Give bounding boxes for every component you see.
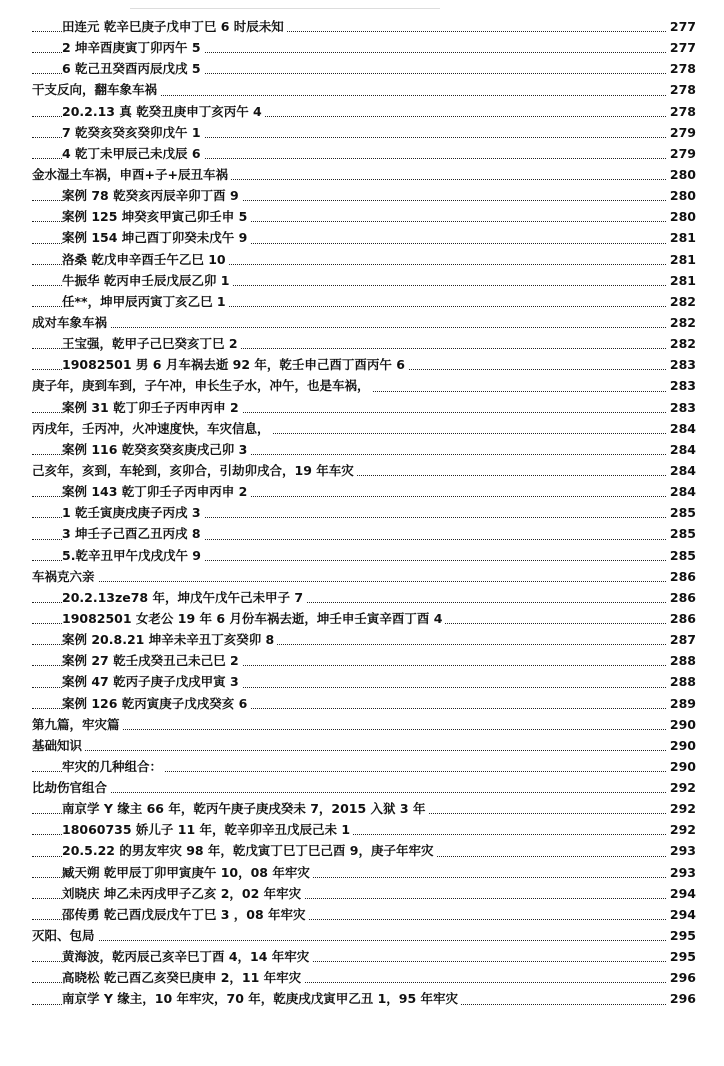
toc-subentry[interactable] — [32, 608, 696, 629]
toc-page-number: 286 — [668, 608, 696, 629]
toc-entry-title: 5.乾辛丑甲午戊戌戊午 9 — [62, 545, 204, 566]
toc-page-number: 278 — [668, 58, 696, 79]
toc-page-number: 289 — [668, 693, 696, 714]
toc-entry-title: 刘晓庆 坤乙未丙戌甲子乙亥 2，02 年牢灾 — [62, 883, 304, 904]
toc-page-number: 290 — [668, 714, 696, 735]
toc-subentry[interactable] — [32, 883, 696, 904]
toc-subentry[interactable] — [32, 397, 696, 418]
toc-entry-title: 邵传勇 乾己酉戊辰戊午丁巳 3 ，08 年牢灾 — [62, 904, 309, 925]
toc-subentry[interactable] — [32, 333, 696, 354]
toc-page-number: 293 — [668, 862, 696, 883]
toc-subentry[interactable] — [32, 587, 696, 608]
toc-page-number: 277 — [668, 16, 696, 37]
header-divider — [130, 8, 440, 9]
toc-subentry[interactable] — [32, 439, 696, 460]
toc-page-number: 278 — [668, 79, 696, 100]
toc-page-number: 290 — [668, 756, 696, 777]
toc-subentry[interactable] — [32, 840, 696, 861]
toc-entry-title: 己亥年，亥到，车轮到，亥卯合，引劫卯戌合，19 年车灾 — [32, 460, 357, 481]
toc-entry-title: 比劫伤官组合 — [32, 777, 110, 798]
toc-entry-title: 金水湿土车祸，申酉+子+辰丑车祸 — [32, 164, 231, 185]
toc-entry-title: 20.5.22 的男友牢灾 98 年，乾戊寅丁巳丁巳己酉 9，庚子年牢灾 — [62, 840, 437, 861]
toc-subentry[interactable] — [32, 523, 696, 544]
toc-page-number: 279 — [668, 143, 696, 164]
toc-subentry[interactable] — [32, 862, 696, 883]
toc-page-number: 288 — [668, 671, 696, 692]
toc-page-number: 286 — [668, 566, 696, 587]
toc-page-number: 279 — [668, 122, 696, 143]
toc-subentry[interactable] — [32, 693, 696, 714]
toc-entry-title: 19082501 男 6 月车祸去逝 92 年，乾壬申己酉丁酉丙午 6 — [62, 354, 408, 375]
toc-section-entry[interactable] — [32, 79, 696, 100]
toc-subentry[interactable] — [32, 904, 696, 925]
toc-subentry[interactable] — [32, 37, 696, 58]
toc-page-number: 285 — [668, 523, 696, 544]
toc-entry-title: 洛桑 乾戊申辛酉壬午乙巳 10 — [62, 249, 229, 270]
toc-entry-title: 案例 27 乾壬戌癸丑己未己巳 2 — [62, 650, 242, 671]
toc-subentry[interactable] — [32, 502, 696, 523]
toc-entry-title: 案例 125 坤癸亥甲寅己卯壬申 5 — [62, 206, 250, 227]
toc-subentry[interactable] — [32, 270, 696, 291]
toc-entry-title: 牢灾的几种组合： — [62, 756, 165, 777]
toc-subentry[interactable] — [32, 798, 696, 819]
toc-subentry[interactable] — [32, 481, 696, 502]
toc-page-number: 285 — [668, 545, 696, 566]
toc-subentry[interactable] — [32, 16, 696, 37]
toc-entry-title: 第九篇，牢灾篇 — [32, 714, 123, 735]
dot-leader — [32, 729, 666, 730]
toc-subentry[interactable] — [32, 143, 696, 164]
toc-entry-title: 案例 20.8.21 坤辛未辛丑丁亥癸卯 8 — [62, 629, 277, 650]
toc-page-number: 286 — [668, 587, 696, 608]
toc-entry-title: 案例 47 乾丙子庚子戊戌甲寅 3 — [62, 671, 242, 692]
toc-subentry[interactable] — [32, 756, 696, 777]
toc-entry-title: 19082501 女老公 19 年 6 月份车祸去逝，坤壬申壬寅辛酉丁酉 4 — [62, 608, 445, 629]
toc-entry-title: 案例 78 乾癸亥丙辰辛卯丁酉 9 — [62, 185, 242, 206]
toc-section-entry[interactable] — [32, 460, 696, 481]
toc-page-number: 283 — [668, 375, 696, 396]
toc-subentry[interactable] — [32, 291, 696, 312]
toc-subentry[interactable] — [32, 967, 696, 988]
toc-page-number: 283 — [668, 354, 696, 375]
toc-page-number: 280 — [668, 185, 696, 206]
toc-section-entry[interactable] — [32, 777, 696, 798]
toc-page-number: 283 — [668, 397, 696, 418]
toc-entry-title: 2 坤辛酉庚寅丁卯丙午 5 — [62, 37, 204, 58]
toc-entry-title: 臧天朔 乾甲辰丁卯甲寅庚午 10，08 年牢灾 — [62, 862, 313, 883]
toc-page-number: 284 — [668, 460, 696, 481]
toc-page-number: 281 — [668, 227, 696, 248]
toc-entry-title: 7 乾癸亥癸亥癸卯戊午 1 — [62, 122, 204, 143]
toc-section-entry[interactable] — [32, 566, 696, 587]
toc-entry-title: 南京学 Y 缘主 66 年，乾丙午庚子庚戌癸未 7，2015 入狱 3 年 — [62, 798, 428, 819]
toc-page-number: 288 — [668, 650, 696, 671]
toc-page-number: 281 — [668, 270, 696, 291]
toc-subentry[interactable] — [32, 101, 696, 122]
dot-leader — [32, 792, 666, 793]
toc-entry-title: 成对车象车祸 — [32, 312, 110, 333]
toc-entry-title: 牛振华 乾丙申壬辰戊辰乙卯 1 — [62, 270, 232, 291]
toc-entry-title: 案例 31 乾丁卯壬子丙申丙申 2 — [62, 397, 242, 418]
toc-entry-title: 南京学 Y 缘主，10 年牢灾，70 年，乾庚戌戊寅甲乙丑 1，95 年牢灾 — [62, 988, 461, 1009]
toc-page-number: 293 — [668, 840, 696, 861]
toc-page-number: 295 — [668, 946, 696, 967]
toc-entry-title: 3 坤壬子己酉乙丑丙戌 8 — [62, 523, 204, 544]
toc-page-number: 284 — [668, 481, 696, 502]
dot-leader — [32, 750, 666, 751]
dot-leader — [32, 327, 666, 328]
toc-section-entry[interactable] — [32, 735, 696, 756]
toc-page-number: 294 — [668, 883, 696, 904]
toc-subentry[interactable] — [32, 185, 696, 206]
toc-entry-title: 案例 126 乾丙寅庚子戊戌癸亥 6 — [62, 693, 250, 714]
toc-subentry[interactable] — [32, 58, 696, 79]
toc-entry-title: 黄海波，乾丙辰己亥辛巳丁酉 4，14 年牢灾 — [62, 946, 312, 967]
toc-entry-title: 案例 116 乾癸亥癸亥庚戌己卯 3 — [62, 439, 250, 460]
toc-subentry[interactable] — [32, 946, 696, 967]
toc-entry-title: 灭阳、包局 — [32, 925, 98, 946]
toc-section-entry[interactable] — [32, 312, 696, 333]
toc-entry-title: 20.2.13ze78 年，坤戊午戊午己未甲子 7 — [62, 587, 306, 608]
toc-page-number: 282 — [668, 291, 696, 312]
toc-subentry[interactable] — [32, 354, 696, 375]
toc-section-entry[interactable] — [32, 375, 696, 396]
toc-entry-title: 案例 143 乾丁卯壬子丙申丙申 2 — [62, 481, 250, 502]
toc-page-number: 292 — [668, 777, 696, 798]
toc-page-number: 296 — [668, 988, 696, 1009]
toc-page-number: 284 — [668, 439, 696, 460]
toc-entry-title: 任**，坤甲辰丙寅丁亥乙巳 1 — [62, 291, 229, 312]
toc-entry-title: 4 乾丁未甲辰己未戊辰 6 — [62, 143, 204, 164]
toc-subentry[interactable] — [32, 819, 696, 840]
toc-page-number: 296 — [668, 967, 696, 988]
toc-subentry[interactable] — [32, 249, 696, 270]
dot-leader — [32, 581, 666, 582]
toc-entry-title: 高晓松 乾己酉乙亥癸巳庚申 2，11 年牢灾 — [62, 967, 304, 988]
toc-page-number: 280 — [668, 164, 696, 185]
toc-page-number: 290 — [668, 735, 696, 756]
toc-page-number: 281 — [668, 249, 696, 270]
toc-section-entry[interactable] — [32, 714, 696, 735]
toc-entry-title: 干支反向，翻车象车祸 — [32, 79, 160, 100]
toc-page-number: 292 — [668, 798, 696, 819]
toc-section-entry[interactable] — [32, 418, 696, 439]
toc-subentry[interactable] — [32, 629, 696, 650]
toc-page-number: 295 — [668, 925, 696, 946]
toc-subentry[interactable] — [32, 650, 696, 671]
toc-entry-title: 1 乾壬寅庚戌庚子丙戌 3 — [62, 502, 204, 523]
toc-page-number: 278 — [668, 101, 696, 122]
toc-entry-title: 田连元 乾辛巳庚子戊申丁巳 6 时辰未知 — [62, 16, 287, 37]
toc-subentry[interactable] — [32, 988, 696, 1009]
toc-subentry[interactable] — [32, 545, 696, 566]
table-of-contents — [32, 16, 696, 1010]
toc-page-number: 292 — [668, 819, 696, 840]
toc-entry-title: 丙戌年，壬丙冲，火冲速度快，车灾信息， — [32, 418, 273, 439]
toc-entry-title: 王宝强，乾甲子己巳癸亥丁巳 2 — [62, 333, 241, 354]
toc-page-number: 285 — [668, 502, 696, 523]
toc-subentry[interactable] — [32, 227, 696, 248]
toc-page-number: 280 — [668, 206, 696, 227]
toc-subentry[interactable] — [32, 671, 696, 692]
toc-page-number: 282 — [668, 333, 696, 354]
toc-entry-title: 基础知识 — [32, 735, 85, 756]
toc-entry-title: 20.2.13 真 乾癸丑庚申丁亥丙午 4 — [62, 101, 265, 122]
toc-entry-title: 案例 154 坤己酉丁卯癸未戊午 9 — [62, 227, 250, 248]
toc-page-number: 284 — [668, 418, 696, 439]
dot-leader — [32, 940, 666, 941]
toc-entry-title: 6 乾己丑癸酉丙辰戊戌 5 — [62, 58, 204, 79]
toc-subentry[interactable] — [32, 206, 696, 227]
toc-section-entry[interactable] — [32, 925, 696, 946]
toc-page-number: 282 — [668, 312, 696, 333]
toc-subentry[interactable] — [32, 122, 696, 143]
toc-page-number: 277 — [668, 37, 696, 58]
toc-entry-title: 庚子年，庚到车到，子午冲，申长生子水，冲午，也是车祸， — [32, 375, 373, 396]
toc-page-number: 287 — [668, 629, 696, 650]
toc-entry-title: 车祸克六亲 — [32, 566, 98, 587]
toc-page-number: 294 — [668, 904, 696, 925]
toc-entry-title: 18060735 娇儿子 11 年，乾辛卯辛丑戊辰己未 1 — [62, 819, 353, 840]
toc-section-entry[interactable] — [32, 164, 696, 185]
